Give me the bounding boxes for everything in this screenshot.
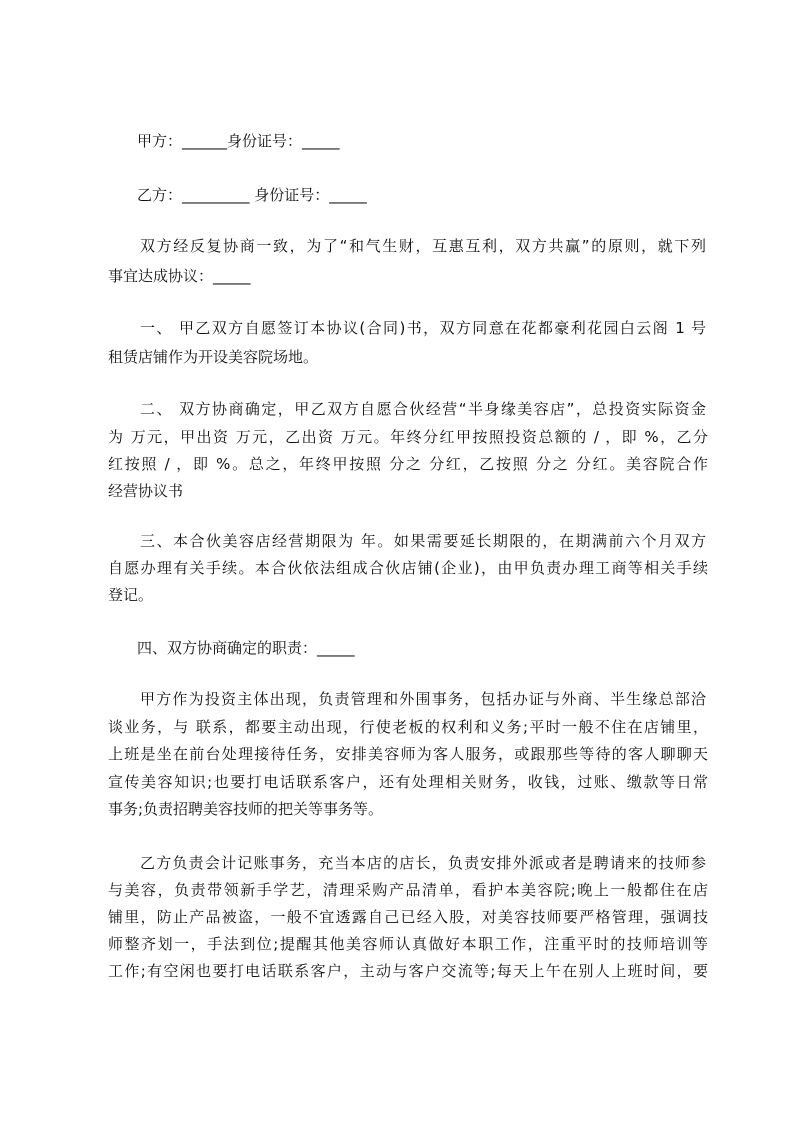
- party-b-duties-line-2: 与美容，负责带领新手学艺，清理采购产品清单，看护本美容院;晚上一般都住在店: [108, 881, 708, 899]
- clause3-line-1: 三、本合伙美容店经营期限为 年。如果需要延长期限的，在期满前六个月双方: [140, 532, 706, 550]
- party-a-duties-line-4: 宣传美容知识;也要打电话联系客户，还有处理相关财务，收钱，过账、缴款等日常: [108, 773, 708, 791]
- clause2-line-4: 经营协议书: [108, 482, 184, 500]
- party-a-duties-line-3: 上班是坐在前台处理接待任务，安排美容师为客人服务，或跟那些等待的客人聊聊天: [108, 745, 708, 763]
- intro-line-1: 双方经反复协商一致，为了“和气生财，互惠互利，双方共赢”的原则，就下列: [140, 237, 706, 255]
- clause1-line-1: 一、 甲乙双方自愿签订本协议(合同)书，双方同意在花都豪利花园白云阁 1 号: [140, 319, 706, 337]
- clause1-line-2: 租赁店铺作为开设美容院场地。: [108, 348, 319, 366]
- party-a-duties-line-5: 事务;负责招聘美容技师的把关等事务等。: [108, 800, 384, 818]
- party-a-duties-line-1: 甲方作为投资主体出现，负责管理和外围事务，包括办证与外商、半生缘总部洽: [140, 690, 706, 708]
- party-a-duties-line-2: 谈业务，与 联系，都要主动出现，行使老板的权利和义务;平时一般不住在店铺里，: [108, 718, 708, 736]
- clause2-line-2: 为 万元，甲出资 万元，乙出资 万元。年终分红甲按照投资总额的 / ，即 %，乙分: [108, 428, 708, 446]
- clause2-line-3: 红按照 / ，即 %。总之，年终甲按照 分之 分红，乙按照 分之 分红。美容院合作: [108, 455, 708, 473]
- clause3-line-2: 自愿办理有关手续。本合伙依法组成合伙店铺(企业)，由甲负责办理工商等相关手续: [108, 559, 708, 577]
- party-a-line: 甲方：______身份证号：_____: [137, 132, 340, 150]
- intro-line-2: 事宜达成协议：_____: [108, 267, 251, 285]
- party-b-line: 乙方：_________ 身份证号：_____: [137, 186, 367, 204]
- party-b-duties-line-1: 乙方负责会计记账事务，充当本店的店长，负责安排外派或者是聘请来的技师参: [140, 854, 706, 872]
- clause3-line-3: 登记。: [108, 586, 154, 604]
- party-b-duties-line-4: 师整齐划一，手法到位;提醒其他美容师认真做好本职工作，注重平时的技师培训等: [108, 935, 708, 953]
- party-b-duties-line-3: 铺里，防止产品被盗，一般不宜透露自己已经入股，对美容技师要严格管理，强调技: [108, 908, 708, 926]
- party-b-duties-line-5: 工作;有空闲也要打电话联系客户，主动与客户交流等;每天上午在别人上班时间，要: [108, 962, 708, 980]
- clause4-title: 四、双方协商确定的职责：_____: [137, 639, 355, 657]
- clause2-line-1: 二、 双方协商确定，甲乙双方自愿合伙经营“半身缘美容店”，总投资实际资金: [140, 400, 706, 418]
